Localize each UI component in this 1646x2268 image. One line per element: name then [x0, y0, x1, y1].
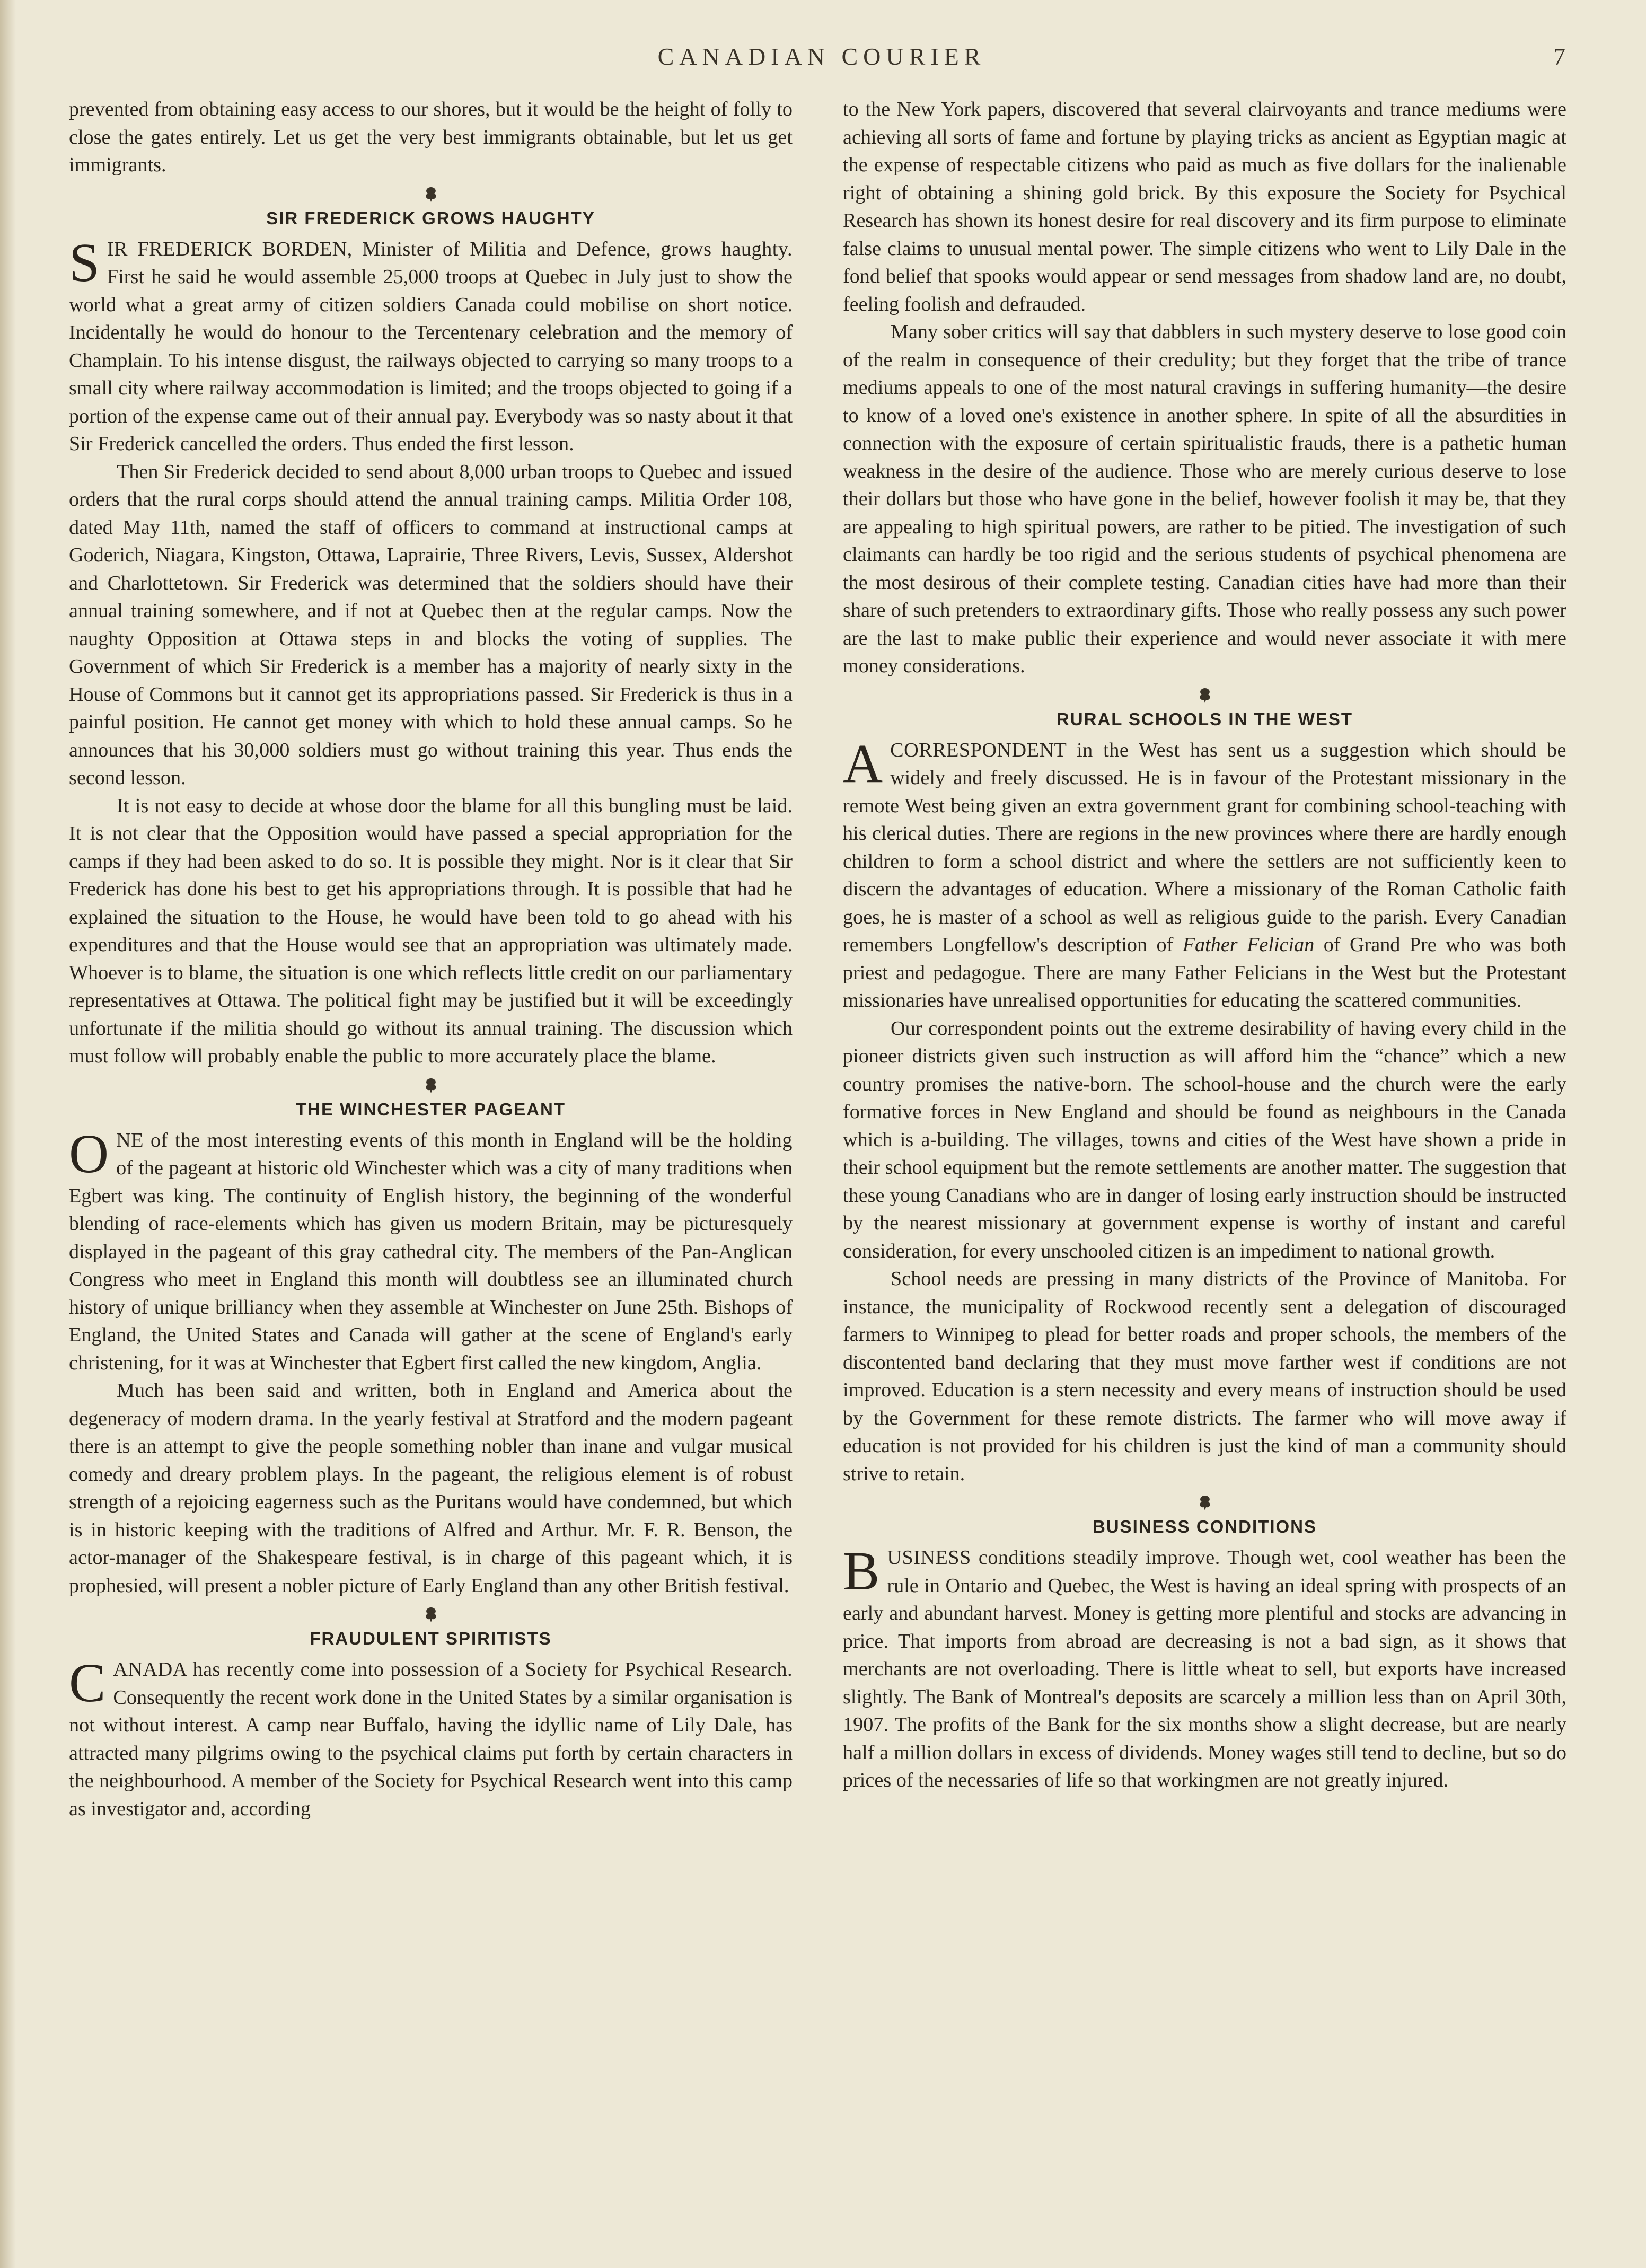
lead-text: NE of the most interesting events of this month in England will be the holding of the pageant at historic old Winchester which was a city of many traditions when Egbert was king. The continuity of English history, the beginning of the wonderful blending of race-elements which has given us modern Britain, may be picturesquely displayed in the pageant of this gray cathedral city. The members of the Pan-Anglican Congress who meet in England this month will doubtless see an illuminated church history of unique brilliancy when they assemble at Winchester on June 25th. Bishops of England, the United States and Canada will gather at the scene of England's early christening, for it was at Winchester that Egbert first called the new kingdom, Anglia.: [69, 1129, 793, 1374]
dropcap: B: [843, 1541, 880, 1602]
section-heading-spiritists: FRAUDULENT SPIRITISTS: [310, 1629, 552, 1648]
masthead-title: CANADIAN COURIER: [657, 43, 986, 70]
left-column: [69, 95, 793, 1823]
section-heading-winchester: THE WINCHESTER PAGEANT: [295, 1099, 566, 1119]
sir-frederick-lead-paragraph: [69, 232, 793, 458]
fleuron-icon: [843, 1491, 1566, 1512]
winchester-lead-paragraph: [69, 1123, 793, 1377]
fleuron-icon: [69, 1074, 793, 1095]
right-column: [843, 95, 1566, 1795]
rural-schools-paragraph-2: Our correspondent points out the extreme desirability of having every child in the pioneer districts given such instruction as will afford him the “chance” which a new country promises the native-born. The school-house and the church were the early formative forces in New England and should be found as neighbours in the Canada which is a-building. The villages, towns and cities of the West have shown a pride in their school equipment but the remote settlements are another matter. The suggestion that these young Canadians who are in danger of losing early instruction should be instructed by the nearest missionary at government expense is worthy of instant and careful consideration, for every unschooled citizen is an impediment to national growth.: [843, 1017, 1566, 1262]
intro-paragraph: prevented from obtaining easy access to our shores, but it would be the height of folly to close the gates entirely. Let us get the very best immigrants obtainable, but let us get immigrants.: [69, 98, 793, 176]
winchester-paragraph-2: Much has been said and written, both in England and America about the degeneracy of modern drama. In the yearly festival at Stratford and the modern pageant there is an attempt to give the people something nobler than inane and vulgar musical comedy and dreary problem plays. In the pageant, the religious element is of robust strength of a rejoicing eagerness such as the Puritans would have condemned, but which is in historic keeping with the traditions of Alfred and Arthur. Mr. F. R. Benson, the actor-manager of the Shakespeare festival, is in charge of this pageant which, it is prophesied, will present a nobler picture of Early England than any other British festival.: [69, 1379, 793, 1597]
business-lead-paragraph: [843, 1541, 1566, 1795]
spiritists-paragraph-2: Many sober critics will say that dabblers in such mystery deserve to lose good coin of the realm in consequence of their credulity; but they forget that the tribe of trance mediums appeals to one of the most natural cravings in suffering humanity—the desire to know of a loved one's existence in another sphere. In spite of all the absurdities in connection with the exposure of certain spiritualistic frauds, there is a pathetic human weakness in the desire of the audience. Those who are merely curious deserve to lose their dollars but those who have gone in the belief, however foolish it may be, that they are appealing to high spiritual powers, are rather to be pitied. The investigation of such claimants can hardly be too rigid and the serious students of psychical phenomena are the most desirous of their complete testing. Canadian cities have had more than their share of such pretenders to extraordinary gifts. Those who really possess any such power are the last to make public their experience and would never associate it with mere money considerations.: [843, 321, 1566, 677]
section-heading-sir-frederick: SIR FREDERICK GROWS HAUGHTY: [266, 208, 595, 228]
dropcap: S: [69, 232, 100, 293]
lead-text: IR FREDERICK BORDEN, Minister of Militia and Defence, grows haughty. First he said he would assemble 25,000 troops at Quebec in July just to show the world what a great army of citizen soldiers Canada could mobilise on short notice. Incidentally he would do honour to the Tercentenary celebration and the memory of Champlain. To his intense disgust, the railways objected to carrying so many troops to a small city where railway accommodation is limited; and the troops objected to going if a portion of the expense came out of their annual pay. Everybody was so nasty about it that Sir Frederick cancelled the orders. Thus ended the first lesson.: [69, 238, 793, 455]
sir-frederick-paragraph-2: Then Sir Frederick decided to send about 8,000 urban troops to Quebec and issued orders that the rural corps should attend the annual training camps. Militia Order 108, dated May 11th, named the staff of officers to command at instructional camps at Goderich, Niagara, Kingston, Ottawa, Laprairie, Three Rivers, Levis, Sussex, Aldershot and Charlottetown. Sir Frederick was determined that the soldiers should have their annual training somewhere, and if not at Quebec then at the regular camps. Now the naughty Opposition at Ottawa steps in and blocks the voting of supplies. The Government of which Sir Frederick is a member has a majority of nearly sixty in the House of Commons but it cannot get its appropriations passed. Sir Frederick is thus in a painful position. He cannot get money with which to hold these annual camps. So he announces that his 30,000 soldiers must go without training this year. Thus ends the second lesson.: [69, 460, 793, 789]
section-heading-rural-schools: RURAL SCHOOLS IN THE WEST: [1056, 709, 1353, 729]
lead-text: ANADA has recently come into possession of a Society for Psychical Research. Consequently the recent work done in the United States by a similar organisation is not without interest. A camp near Buffalo, having the idyllic name of Lily Dale, has attracted many pilgrims owing to the psychical claims put forth by certain characters in the neighbourhood. A member of the Society for Psychical Research went into this camp as investigator and, according: [69, 1658, 793, 1820]
lead-text: USINESS conditions steadily improve. Though wet, cool weather has been the rule in Ontario and Quebec, the West is having an ideal spring with prospects of an early and abundant harvest. Money is getting more plentiful and stocks are advancing in price. That imports from abroad are decreasing is not a bad sign, as it shows that merchants are not overloading. There is little wheat to sell, but exports have increased slightly. The Bank of Montreal's deposits are scarcely a million less than on April 30th, 1907. The profits of the Bank for the six months show a slight decrease, but are nearly half a million dollars in excess of dividends. Money wages still tend to decline, but so do prices of the necessaries of life so that workingmen are not greatly injured.: [843, 1546, 1566, 1791]
fleuron-icon: [69, 182, 793, 204]
dropcap: C: [69, 1652, 106, 1713]
lead-text-end: of Grand Pre who was both priest and pedagogue. There are many Father Felicians in the West but the Protestant missionaries have unrealised opportunities for educating the scattered communities.: [843, 934, 1566, 1012]
dropcap: A: [843, 733, 883, 794]
page-number: 7: [1553, 43, 1565, 70]
rural-schools-lead-paragraph: [843, 733, 1566, 1015]
spiritists-lead-paragraph: [69, 1652, 793, 1823]
spiritists-continued-paragraph: to the New York papers, discovered that several clairvoyants and trance mediums were achieving all sorts of fame and fortune by playing tricks as ancient as Egyptian magic at the expense of respectable citizens who paid as much as five dollars for the inalienable right of obtaining a shining gold brick. By this exposure the Society for Psychical Research has shown its honest desire for real discovery and its firm purpose to eliminate false claims to unusual mental power. The simple citizens who went to Lily Dale in the fond belief that spooks would appear or send messages from shadow land are, no doubt, feeling foolish and defrauded.: [843, 98, 1566, 315]
italic-title: Father Felician: [1182, 934, 1315, 956]
sir-frederick-paragraph-3: It is not easy to decide at whose door the blame for all this bungling must be laid. It is not clear that the Opposition would have passed a special appropriation for the camps if they had been asked to do so. It is possible they might. Nor is it clear that Sir Frederick has done his best to get his appropriations through. It is possible that had he explained the situation to the House, he would have been told to go ahead with his expenditures and that the House would see that an appropriation was ultimately made. Whoever is to blame, the situation is one which reflects little credit on our parliamentary representatives at Ottawa. The political fight may be justified but it will be exceedingly unfortunate if the militia should go without its annual training. The discussion which must follow will probably enable the public to more accurately place the blame.: [69, 794, 793, 1067]
page-edge: [0, 0, 16, 2268]
dropcap: O: [69, 1123, 109, 1184]
lead-text: CORRESPONDENT in the West has sent us a suggestion which should be widely and freely discussed. He is in favour of the Protestant missionary in the remote West being given an extra government grant for combining school-teaching with his clerical duties. There are regions in the new provinces where there are hardly enough children to form a school district and where the settlers are not sufficiently keen to discern the advantages of education. Where a missionary of the Roman Catholic faith goes, he is master of a school as well as religious guide to the parish. Every Canadian remembers Longfellow's description of: [843, 739, 1566, 956]
section-heading-business: BUSINESS CONDITIONS: [1092, 1517, 1317, 1536]
fleuron-icon: [843, 683, 1566, 705]
fleuron-icon: [69, 1603, 793, 1624]
rural-schools-paragraph-3: School needs are pressing in many districts of the Province of Manitoba. For instance, the municipality of Rockwood recently sent a delegation of discouraged farmers to Winnipeg to plead for better roads and proper schools, the members of the discontented band declaring that they must move farther west if conditions are not improved. Education is a stern necessity and every means of instruction should be used by the Government for these remote districts. The farmer who will move away if education is not provided for his children is just the kind of man a community should strive to retain.: [843, 1268, 1566, 1485]
